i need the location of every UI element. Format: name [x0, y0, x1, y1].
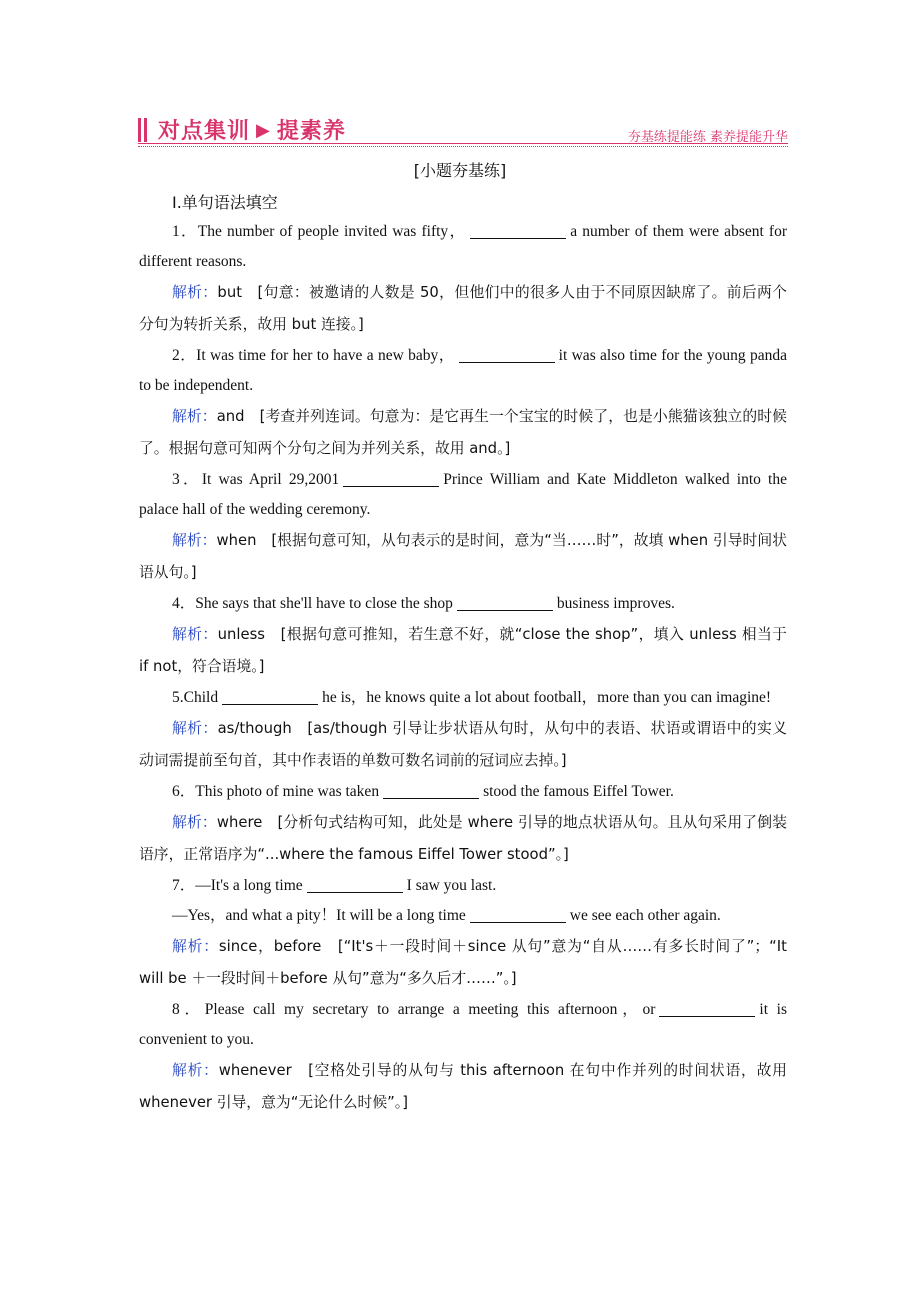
question-5-text-a: 5.Child [172, 689, 219, 706]
question-8 [139, 995, 787, 1055]
question-5 [139, 683, 787, 713]
answer-label: 解析： [172, 814, 217, 831]
question-8-text-b: it is convenient to you. [139, 1001, 788, 1048]
question-7-text-b: I saw you last. [406, 877, 497, 894]
header-slogan: 夯基练提能练 素养提能升华 [627, 130, 788, 145]
answer-3 [139, 525, 787, 589]
question-7-text-c: —Yes，and what a pity！It will be a long time [172, 907, 466, 924]
question-6-text-a: 6．This photo of mine was taken [172, 783, 380, 800]
answer-8-explanation: [空格处引导的从句与 this afternoon 在句中作并列的时间状语，故用 whenever 引导，意为“无论什么时候”。] [139, 1062, 787, 1111]
question-5-text-b: he is，he knows quite a lot about football，more than you can imagine! [322, 689, 772, 706]
question-1 [139, 217, 787, 277]
answer-7-explanation: [“It's＋一段时间＋since 从句”意为“自从……有多长时间了”；“It will be ＋一段时间＋before 从句”意为“多久后才……”。] [139, 938, 787, 987]
answer-2 [139, 401, 787, 465]
answer-7 [139, 931, 787, 995]
question-8-text-a: 8．Please call my secretary to arrange a meeting this afternoon，or [172, 1001, 656, 1018]
exercise-list [139, 217, 787, 1119]
answer-4-key: unless [217, 626, 265, 643]
header-title-part-a: 对点集训 [158, 119, 251, 144]
question-1-text-a: 1．The number of people invited was fifty， [172, 223, 467, 240]
answer-8 [139, 1055, 787, 1119]
section-title: Ⅰ.单句语法填空 [172, 193, 278, 212]
answer-3-explanation: [根据句意可知，从句表示的是时间，意为“当……时”，故填 when 引导时间状语从句。] [139, 532, 787, 581]
answer-3-key: when [216, 532, 257, 549]
page-header [138, 112, 788, 148]
question-2 [139, 341, 787, 401]
question-7-text-a: 7．—It's a long time [172, 877, 303, 894]
answer-5-key: as/though [217, 720, 292, 737]
answer-label: 解析： [172, 284, 218, 301]
answer-5-explanation: [as/though 引导让步状语从句时，从句中的表语、状语或谓语中的实义动词需提前至句首，其中作表语的单数可数名词前的冠词应去掉。] [139, 720, 787, 769]
answer-1 [139, 277, 787, 341]
question-7 [139, 871, 787, 901]
question-7-reply [139, 901, 787, 931]
header-decoration-bars [138, 118, 148, 142]
answer-blank [459, 348, 555, 363]
question-6-text-b: stood the famous Eiffel Tower. [483, 783, 674, 800]
answer-label: 解析： [172, 532, 217, 549]
question-4-text-b: business improves. [556, 595, 675, 612]
answer-label: 解析： [172, 408, 217, 425]
question-4-text-a: 4．She says that she'll have to close the shop [172, 595, 453, 612]
answer-blank [222, 690, 318, 705]
header-title-part-b: 提素养 [276, 119, 346, 144]
question-2-text-b: it was also time for the young panda to be independent. [139, 347, 787, 394]
answer-blank [343, 472, 439, 487]
answer-1-key: but [217, 284, 242, 301]
answer-2-explanation: [考查并列连词。句意为：是它再生一个宝宝的时候了，也是小熊猫该独立的时候了。根据句意可知两个分句之间为并列关系，故用 and。] [139, 408, 787, 457]
answer-7-key: since，before [218, 938, 322, 955]
question-1-text-b: a number of them were absent for different reasons. [139, 223, 788, 270]
answer-6-explanation: [分析句式结构可知，此处是 where 引导的地点状语从句。且从句采用了倒装语序，正常语序为“...where the famous Eiffel Tower stood”。] [139, 814, 787, 863]
answer-blank [383, 784, 479, 799]
answer-blank [457, 596, 553, 611]
question-4 [139, 589, 787, 619]
question-3-text-b: Prince William and Kate Middleton walked into the palace hall of the wedding ceremony. [139, 471, 787, 518]
header-rule-dotted [138, 146, 788, 147]
answer-blank [470, 908, 566, 923]
answer-5 [139, 713, 787, 777]
answer-6 [139, 807, 787, 871]
answer-1-explanation: [句意：被邀请的人数是 50，但他们中的很多人由于不同原因缺席了。前后两个分句为转折关系，故用 but 连接。] [139, 284, 787, 333]
answer-label: 解析： [172, 626, 218, 643]
answer-blank [659, 1002, 755, 1017]
header-title [158, 114, 346, 145]
header-rule [138, 143, 788, 144]
question-3-text-a: 3．It was April 29,2001 [172, 471, 340, 488]
arrow-right-icon: ▶ [256, 120, 271, 141]
answer-label: 解析： [172, 1062, 219, 1079]
answer-blank [470, 224, 566, 239]
question-2-text-a: 2．It was time for her to have a new baby， [172, 347, 455, 364]
question-6 [139, 777, 787, 807]
question-7-text-d: we see each other again. [569, 907, 721, 924]
answer-label: 解析： [172, 720, 218, 737]
question-3 [139, 465, 787, 525]
answer-label: 解析： [172, 938, 219, 955]
answer-8-key: whenever [218, 1062, 292, 1079]
answer-4-explanation: [根据句意可推知，若生意不好，就“close the shop”，填入 unless 相当于 if not，符合语境。] [139, 626, 787, 675]
sub-title: [小题夯基练] [413, 161, 507, 180]
answer-2-key: and [216, 408, 245, 425]
answer-4 [139, 619, 787, 683]
answer-blank [307, 878, 403, 893]
answer-6-key: where [216, 814, 263, 831]
